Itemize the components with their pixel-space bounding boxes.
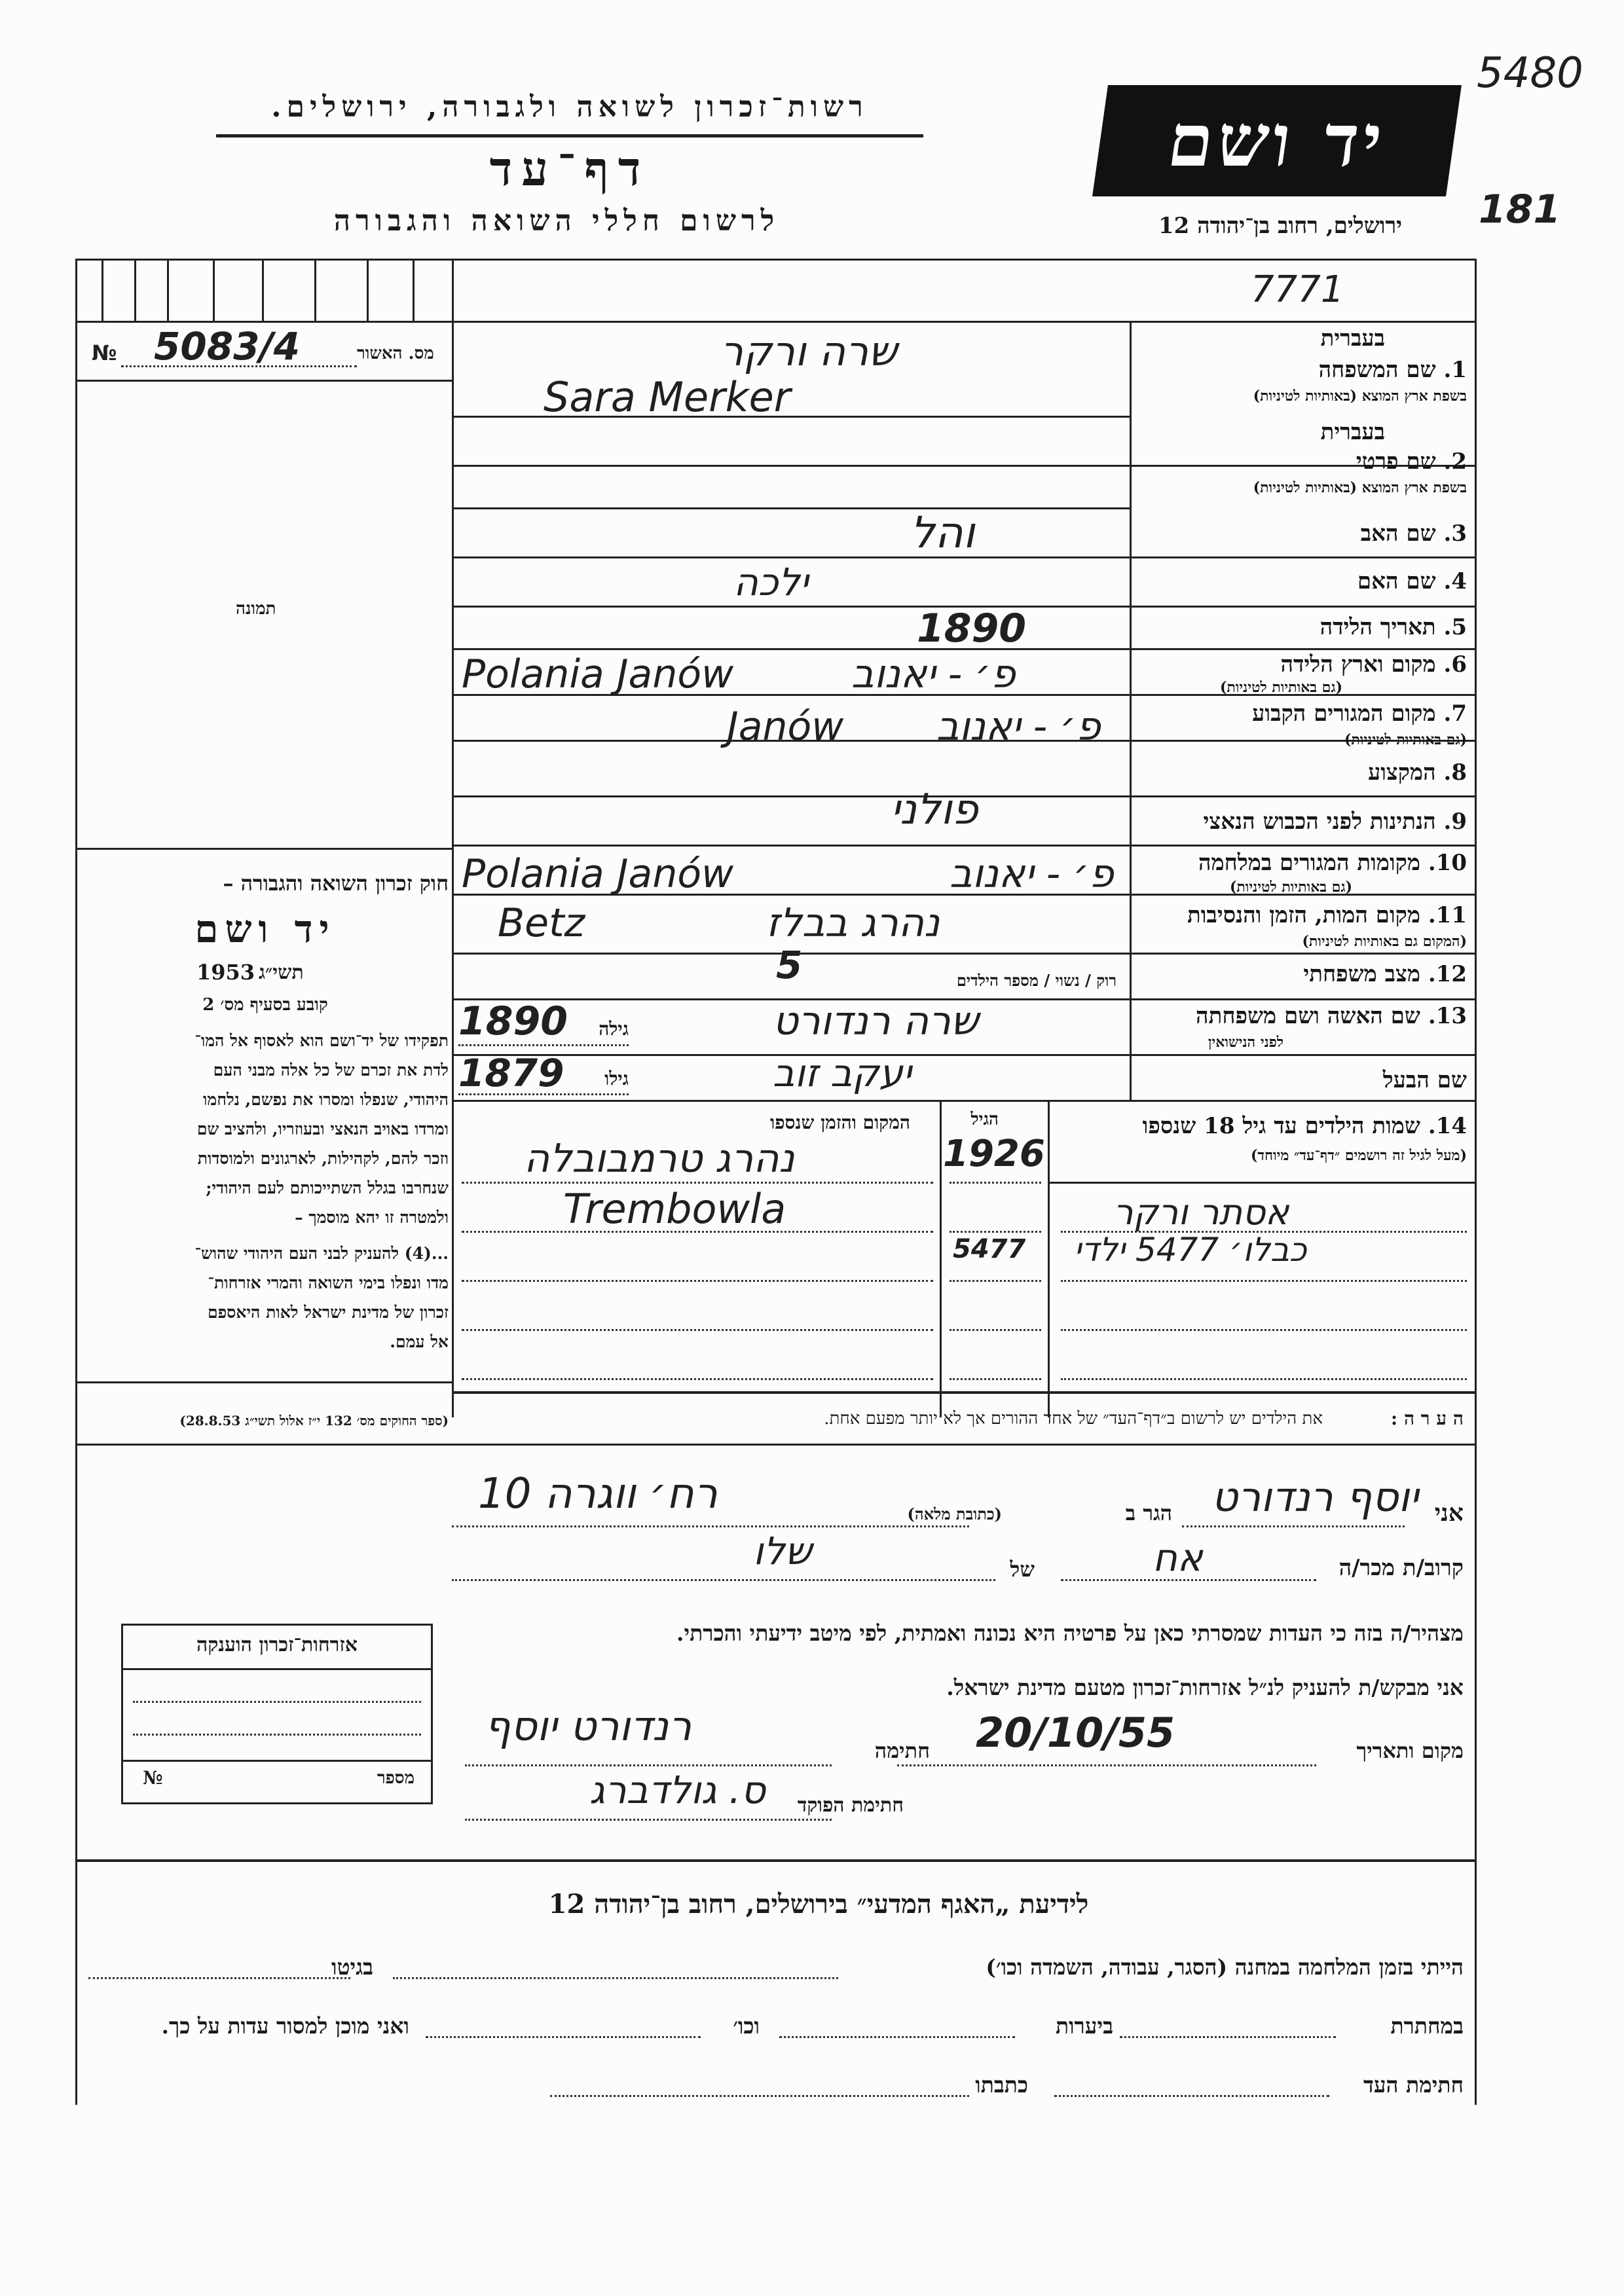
footer-line2-underground: במחתרת — [1390, 2013, 1464, 2039]
place-date-line — [897, 1764, 1316, 1766]
field-4-value: ילכה — [733, 560, 809, 604]
approval-dotline — [121, 365, 357, 367]
left-panel-divider — [452, 259, 454, 1417]
corner-mark: 181 — [1479, 187, 1561, 232]
signature-label: חתימה — [874, 1738, 930, 1763]
field-5-value: 1890 — [917, 606, 1026, 651]
corner-number: 5480 — [1477, 49, 1583, 98]
of-line — [452, 1579, 995, 1581]
field-11-label: 11. מקום המות, הזמן והנסיבות — [1187, 902, 1467, 928]
footer-line2-dotline-2 — [779, 2036, 1015, 2038]
in-hebrew-label-2: בעברית — [1320, 419, 1385, 445]
law-text-10: זכרון של מדינת ישראל לאות היאספם — [207, 1303, 449, 1322]
note-text: את הילדים יש לרשום ב״דף־העד״ של אחד ההורים אך לא יותר מפעם אחת. — [824, 1409, 1323, 1429]
row-rule — [452, 1100, 1475, 1102]
children-dotline — [1061, 1329, 1467, 1331]
law-box-bottom — [75, 1381, 454, 1383]
children-dotline — [950, 1329, 1041, 1331]
footer-line1-end: בגיטו — [331, 1954, 373, 1980]
signature-value: רנדורט יוסף — [485, 1702, 692, 1750]
children-dotline — [1061, 1280, 1467, 1282]
law-text-6: שנחרבו בגלל השתייכותם לעם היהודי; — [206, 1178, 449, 1197]
officer-label: חתימת הפוקד — [797, 1794, 904, 1817]
law-title: חוק זכרון השואה והגבורה – — [223, 871, 449, 896]
children-dotline — [1061, 1378, 1467, 1380]
children-header-rule — [1048, 1182, 1475, 1184]
form-title: דף־עד — [489, 141, 650, 196]
declarant-i-label: אני — [1434, 1499, 1464, 1527]
law-name: יד ושם — [194, 907, 336, 951]
children-dotline — [950, 1231, 1041, 1233]
place-column-header: המקום והזמן שנספו — [770, 1112, 910, 1133]
law-text-11: אל עמם. — [390, 1332, 449, 1351]
declarant-name-line — [1182, 1525, 1405, 1527]
field-6-label: 6. מקום וארץ הלידה — [1280, 651, 1467, 678]
field-7-label: 7. מקום המגורים הקבוע — [1252, 701, 1467, 727]
husband-age-label: גילו — [604, 1068, 629, 1089]
child-age-value: 1926 — [943, 1133, 1045, 1175]
strip-cell — [101, 259, 103, 321]
certificate-number-label: מספר — [377, 1768, 415, 1788]
field-8-label: 8. המקצוע — [1367, 759, 1467, 786]
request-text: אני מבקש/ת להעניק לנ״ל אזרחות־זכרון מטעם מדינת ישראל. — [946, 1675, 1464, 1700]
date-value: 20/10/55 — [976, 1709, 1175, 1757]
field-11-latin-value: Betz — [498, 900, 585, 946]
strip-cell — [262, 259, 264, 321]
frame-right — [1475, 259, 1477, 2105]
certificate-number-sign: № — [143, 1767, 163, 1789]
strip-cell — [167, 259, 169, 321]
footer-witness-dotline — [1054, 2095, 1329, 2097]
strip-cell — [314, 259, 316, 321]
law-year: 1953 — [196, 960, 255, 985]
row-rule — [452, 465, 1475, 467]
law-text-1: תפקידו של יד־ושם הוא לאסוף אל המו־ — [194, 1031, 449, 1050]
photo-label: תמונה — [236, 599, 276, 619]
footer-line2-forests: ביערות — [1055, 2013, 1113, 2039]
child-name-2: כבלו׳ 5477 ילדי — [1074, 1231, 1307, 1269]
law-text-7: ולמטרה זו יהא מוסמך – — [295, 1208, 449, 1227]
field-10-hebrew-value: פ׳ - יאנוב — [950, 851, 1114, 897]
certificate-title: אזרחות־זכרון הוענקה — [196, 1633, 358, 1656]
field-2-label: 2. שם פרטי — [1356, 448, 1467, 475]
field-10-latin-value: Polania Janów — [462, 851, 734, 897]
place-date-label: מקום ותאריך — [1356, 1738, 1464, 1763]
note-top-rule — [452, 1391, 1475, 1394]
approval-row-bottom — [75, 380, 454, 382]
relative-value: אח — [1153, 1535, 1203, 1580]
children-dotline — [462, 1182, 933, 1184]
field-13-age-dotline — [458, 1044, 629, 1046]
logo-text: יד ושם — [1162, 98, 1392, 183]
field-2-sub: בשפת ארץ המוצא (באותיות לטיניות) — [1253, 479, 1467, 496]
authority-underline — [216, 134, 923, 137]
child-place-latin: Trembowla — [563, 1185, 786, 1233]
certificate-number-rule — [123, 1760, 431, 1762]
declaration-text: מצהיר/ה בזה כי העדות שמסרתי כאן על פרטיה היא נכונה ואמתית, לפי מיטב ידיעתי והכרתי. — [676, 1620, 1464, 1646]
in-hebrew-label-1: בעברית — [1320, 325, 1385, 352]
row-rule — [452, 507, 1130, 509]
field-11-sub: (המקום גם באותיות לטיניות) — [1302, 933, 1467, 950]
field-9-label: 9. הנתינות לפני הכבוש הנאצי — [1203, 809, 1467, 835]
law-year-hebrew: תשי״ג — [259, 961, 304, 984]
field-13-age-label: גילה — [599, 1018, 629, 1040]
strip-cell — [413, 259, 415, 321]
officer-value: ס. גולדברג — [589, 1768, 766, 1812]
footer-line2-etc: וכו׳ — [733, 2013, 760, 2039]
approval-suffix: № — [92, 340, 117, 365]
top-strip-bottom — [75, 321, 1477, 323]
strip-cell — [367, 259, 369, 321]
footer-line2-ready: ואני מוכן למסור עדות על כך. — [161, 2013, 409, 2039]
husband-value: יעקב זוב — [773, 1051, 912, 1095]
row-rule — [452, 1054, 1475, 1056]
field-14-label: 14. שמות הילדים עד גיל 18 שנספו — [1142, 1113, 1467, 1139]
footer-line2-dotline-3 — [426, 2036, 701, 2038]
footer-address-dotline — [550, 2095, 969, 2097]
field-12-sub: רוק / נשוי / מספר הילדים — [956, 971, 1116, 990]
child-place-hebrew: נהרג טרמבובלה — [524, 1136, 795, 1182]
age-column-header: הגיל — [970, 1110, 999, 1129]
field-7-latin-value: Janów — [727, 704, 844, 750]
field-13-sub: לפני הנישואין — [1208, 1034, 1283, 1051]
field-1-sub: בשפת ארץ המוצא (באותיות לטיניות) — [1253, 388, 1467, 405]
field-10-sub: (גם באותיות לטיניות) — [1229, 879, 1352, 896]
field-13-label: 13. שם האשה ושם משפחתה — [1196, 1003, 1467, 1029]
note-label: ה ע ר ה : — [1390, 1408, 1464, 1429]
approval-value: 5083/4 — [154, 324, 300, 369]
field-3-label: 3. שם האב — [1360, 520, 1467, 547]
field-12-value: 5 — [776, 943, 803, 987]
field-14-sub: (מעל לגיל זה רושמים ״דף־עד״ מיוחד) — [1250, 1147, 1467, 1164]
child-name-1: אסתר ורקר — [1113, 1192, 1289, 1233]
yad-vashem-logo — [1092, 85, 1462, 196]
children-dotline — [950, 1182, 1041, 1184]
field-6-hebrew-value: פ׳ - יאנוב — [851, 651, 1016, 697]
of-label: של — [1010, 1557, 1035, 1582]
certificate-title-rule — [123, 1668, 431, 1670]
children-dotline — [462, 1280, 933, 1282]
law-clause: קובע בסעיף מס׳ 2 — [202, 995, 328, 1015]
field-13-age-value: 1890 — [458, 998, 568, 1044]
certificate-box — [121, 1624, 433, 1804]
footer-witness-signature-label: חתימת העד — [1363, 2072, 1464, 2098]
child-number: 5477 — [953, 1234, 1026, 1264]
law-text-5: וזכר להם, לקהילות, לארגונים ולמוסדות — [197, 1149, 449, 1168]
address-line — [452, 1525, 969, 1527]
law-reference: (ספר החוקים מס׳ 132 י״ז אלול תשי״ג 28.8.53) — [179, 1413, 449, 1429]
footer-line2-dotline-1 — [1120, 2036, 1336, 2038]
children-col-divider-1 — [940, 1100, 942, 1417]
signature-line — [465, 1764, 832, 1766]
field-11-hebrew-value: נהרג בבלז — [766, 900, 940, 946]
photo-box-bottom — [75, 848, 454, 850]
field-1-hebrew-value: שרה ורקר — [720, 327, 898, 375]
law-text-3: היהודי, שנפלו ומסרו את נפשם, נלחמו — [202, 1090, 449, 1109]
footer-ghetto-dotline — [88, 1977, 350, 1979]
declarant-address: רח׳ ווגרה 10 — [478, 1470, 718, 1518]
relative-label: קרוב/ת מכר/ה — [1338, 1555, 1464, 1581]
form-subtitle: לרשום חללי השואה והגבורה — [333, 204, 780, 238]
footer-address-label: כתבתו — [975, 2072, 1028, 2098]
field-3-value: והל — [910, 507, 975, 558]
husband-age-dotline — [458, 1093, 629, 1095]
frame-left — [75, 259, 77, 2105]
declarant-name: יוסף רנדורט — [1211, 1473, 1419, 1521]
husband-label: שם הבעל — [1382, 1067, 1467, 1093]
resides-label: הגר ב — [1125, 1501, 1172, 1525]
field-10-label: 10. מקומות המגורים במלחמה — [1198, 850, 1467, 876]
field-6-latin-value: Polania Janów — [462, 651, 734, 697]
form-number: 7771 — [1251, 268, 1344, 311]
officer-line — [465, 1819, 832, 1821]
strip-cell — [213, 259, 215, 321]
field-5-label: 5. תאריך הלידה — [1320, 614, 1467, 640]
label-column-divider — [1130, 321, 1132, 1100]
authority-line: רשות־זכרון לשואה ולגבורה, ירושלים. — [271, 90, 868, 124]
address-label: (כתובת מלאה) — [907, 1504, 1002, 1523]
footer-line1-text: הייתי בזמן המלחמה במחנה (הסגר, עבודה, השמדה וכו׳) — [986, 1954, 1464, 1980]
frame-top — [75, 259, 1477, 261]
approval-label: מס. האשור — [357, 344, 434, 363]
field-13-value: שרה רנדורט — [773, 998, 979, 1044]
strip-cell — [134, 259, 136, 321]
children-col-divider-2 — [1048, 1100, 1050, 1417]
field-1-latin-value: Sara Merker — [544, 373, 791, 421]
law-text-9: מדו ונפלו בימי השואה והמרי אזרחות־ — [208, 1273, 449, 1292]
of-value: שלו — [753, 1529, 812, 1573]
footer-line1-dotline — [393, 1977, 838, 1979]
field-7-hebrew-value: פ׳ - יאנוב — [936, 704, 1101, 750]
address-line: ירושלים, רחוב בן־יהודה 12 — [1158, 213, 1403, 239]
law-text-4: ומרדו באויב הנאצי ובעוזריו, ולהציב שם — [196, 1120, 449, 1139]
field-4-label: 4. שם האם — [1357, 568, 1467, 594]
footer-title: לידיעת „האגף המדעי״ בירושלים, רחוב בן־יהודה 12 — [548, 1889, 1089, 1920]
note-bottom-rule — [75, 1444, 1477, 1446]
field-9-value: פולני — [891, 786, 978, 834]
certificate-line — [133, 1734, 421, 1736]
certificate-line — [133, 1701, 421, 1703]
row-rule — [452, 845, 1475, 847]
children-dotline — [462, 1378, 933, 1380]
law-text-2: לדת את זכרם של כל אלה מבני העם — [213, 1061, 449, 1080]
field-7-sub: (גם באותיות לטיניות) — [1344, 731, 1467, 748]
children-dotline — [950, 1280, 1041, 1282]
field-12-label: 12. מצב משפחתי — [1303, 961, 1467, 987]
footer-top-rule — [75, 1859, 1477, 1862]
field-1-label: 1. שם המשפחה — [1318, 357, 1467, 383]
law-text-8: ...(4) להעניק לבני העם היהודי שהוש־ — [194, 1244, 449, 1263]
husband-age-value: 1879 — [458, 1051, 564, 1095]
children-dotline — [950, 1378, 1041, 1380]
field-6-sub: (גם באותיות לטיניות) — [1219, 679, 1342, 696]
children-dotline — [462, 1329, 933, 1331]
